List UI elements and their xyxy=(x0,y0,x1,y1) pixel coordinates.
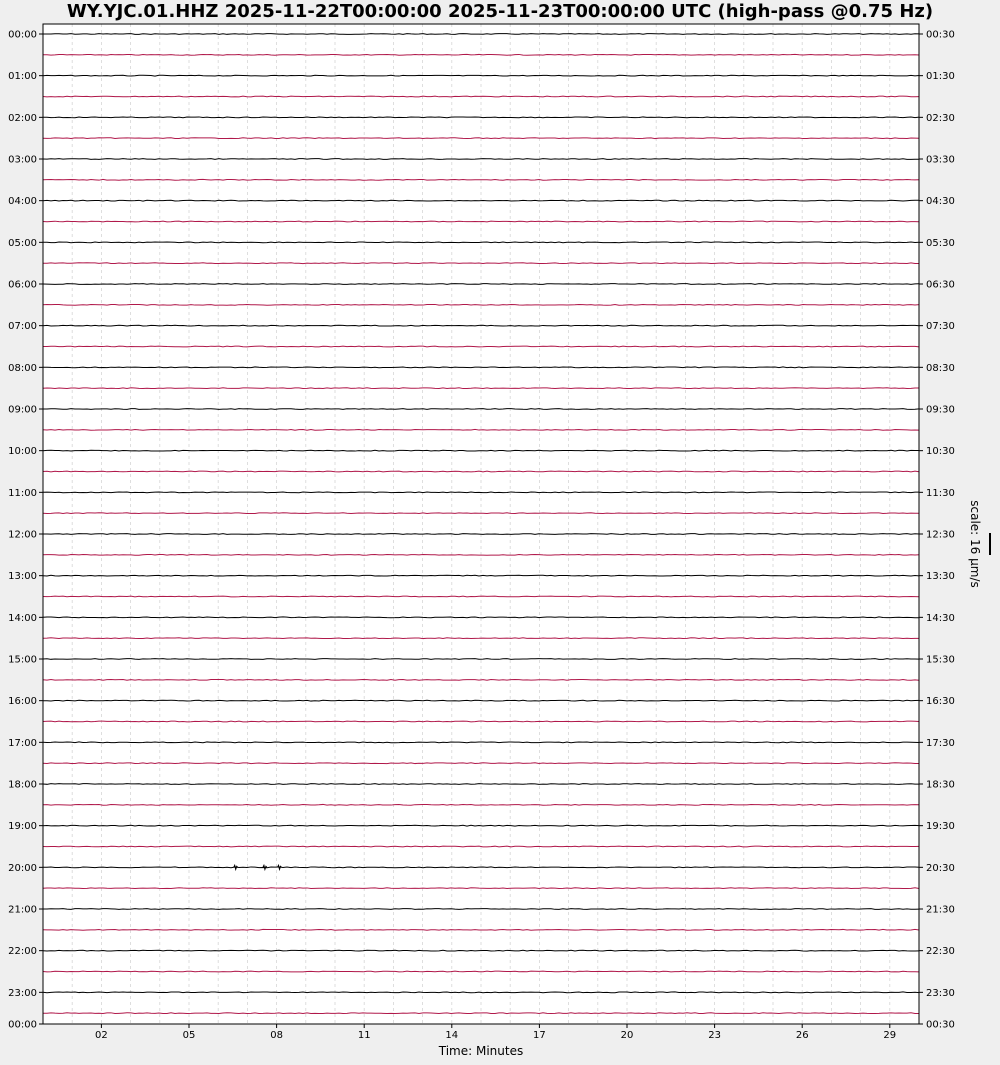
left-time-label: 02:00 xyxy=(8,112,37,124)
right-time-label: 12:30 xyxy=(926,529,955,541)
left-time-label: 19:00 xyxy=(8,821,37,833)
right-time-label: 16:30 xyxy=(926,696,955,708)
seismic-trace xyxy=(43,242,919,243)
right-time-label: 21:30 xyxy=(926,904,955,916)
left-time-label: 14:00 xyxy=(8,612,37,624)
right-time-label: 04:30 xyxy=(926,196,955,208)
seismic-trace xyxy=(43,471,919,472)
x-tick-label: 17 xyxy=(533,1030,546,1041)
right-time-label: 01:30 xyxy=(926,71,955,83)
right-time-label: 10:30 xyxy=(926,446,955,458)
right-time-label: 14:30 xyxy=(926,612,955,624)
right-time-label: 02:30 xyxy=(926,112,955,124)
seismic-trace xyxy=(43,784,919,785)
seismic-trace xyxy=(43,221,919,222)
x-tick-label: 14 xyxy=(445,1030,459,1041)
x-tick-label: 23 xyxy=(708,1030,721,1041)
left-time-label: 08:00 xyxy=(8,362,37,374)
right-time-label: 23:30 xyxy=(926,987,955,999)
seismic-trace xyxy=(43,492,919,493)
seismic-trace xyxy=(43,54,919,55)
seismic-trace xyxy=(43,888,919,889)
seismic-trace xyxy=(43,804,919,805)
left-time-label: 16:00 xyxy=(8,696,37,708)
left-time-label: 12:00 xyxy=(8,529,37,541)
left-time-label: 06:00 xyxy=(8,279,37,291)
right-time-label: 00:30 xyxy=(926,1019,955,1031)
right-time-label: 11:30 xyxy=(926,487,955,499)
left-time-label: 01:00 xyxy=(8,71,37,83)
x-axis-label: Time: Minutes xyxy=(438,1044,524,1058)
seismic-trace xyxy=(43,513,919,514)
x-tick-label: 08 xyxy=(270,1030,283,1041)
right-time-label: 00:30 xyxy=(926,29,955,41)
seismic-trace xyxy=(43,388,919,389)
left-time-label: 00:00 xyxy=(8,1019,37,1031)
x-tick-label: 26 xyxy=(795,1030,809,1041)
seismic-trace xyxy=(43,138,919,139)
seismic-trace xyxy=(43,846,919,847)
right-time-label: 18:30 xyxy=(926,779,955,791)
left-time-label: 18:00 xyxy=(8,779,37,791)
right-time-label: 06:30 xyxy=(926,279,955,291)
right-time-label: 03:30 xyxy=(926,154,955,166)
right-time-label: 07:30 xyxy=(926,321,955,333)
right-time-label: 05:30 xyxy=(926,237,955,249)
seismic-trace xyxy=(43,950,919,951)
right-time-label: 09:30 xyxy=(926,404,955,416)
seismic-trace xyxy=(43,117,919,118)
left-time-label: 00:00 xyxy=(8,29,37,41)
left-time-label: 22:00 xyxy=(8,946,37,958)
left-time-label: 03:00 xyxy=(8,154,37,166)
x-tick-label: 29 xyxy=(883,1030,897,1041)
left-time-label: 10:00 xyxy=(8,446,37,458)
left-time-label: 20:00 xyxy=(8,862,37,874)
right-time-label: 19:30 xyxy=(926,821,955,833)
left-time-label: 11:00 xyxy=(8,487,37,499)
x-tick-label: 11 xyxy=(357,1030,371,1041)
left-time-label: 17:00 xyxy=(8,737,37,749)
left-time-label: 04:00 xyxy=(8,196,37,208)
right-time-label: 20:30 xyxy=(926,862,955,874)
left-time-label: 13:00 xyxy=(8,571,37,583)
left-time-label: 07:00 xyxy=(8,321,37,333)
x-tick-label: 20 xyxy=(620,1030,634,1041)
chart-title: WY.YJC.01.HHZ 2025-11-22T00:00:00 2025-11-23T00:00:00 UTC (high-pass @0.75 Hz) xyxy=(66,1,934,22)
right-time-label: 22:30 xyxy=(926,946,955,958)
left-time-label: 23:00 xyxy=(8,987,37,999)
x-tick-label: 02 xyxy=(95,1030,108,1041)
scale-label: scale: 16 µm/s xyxy=(968,500,982,588)
left-time-label: 09:00 xyxy=(8,404,37,416)
right-time-label: 17:30 xyxy=(926,737,955,749)
seismic-trace xyxy=(43,200,919,201)
right-time-label: 15:30 xyxy=(926,654,955,666)
right-time-label: 13:30 xyxy=(926,571,955,583)
left-time-label: 21:00 xyxy=(8,904,37,916)
left-time-label: 05:00 xyxy=(8,237,37,249)
left-time-label: 15:00 xyxy=(8,654,37,666)
right-time-label: 08:30 xyxy=(926,362,955,374)
x-tick-label: 05 xyxy=(182,1030,196,1041)
